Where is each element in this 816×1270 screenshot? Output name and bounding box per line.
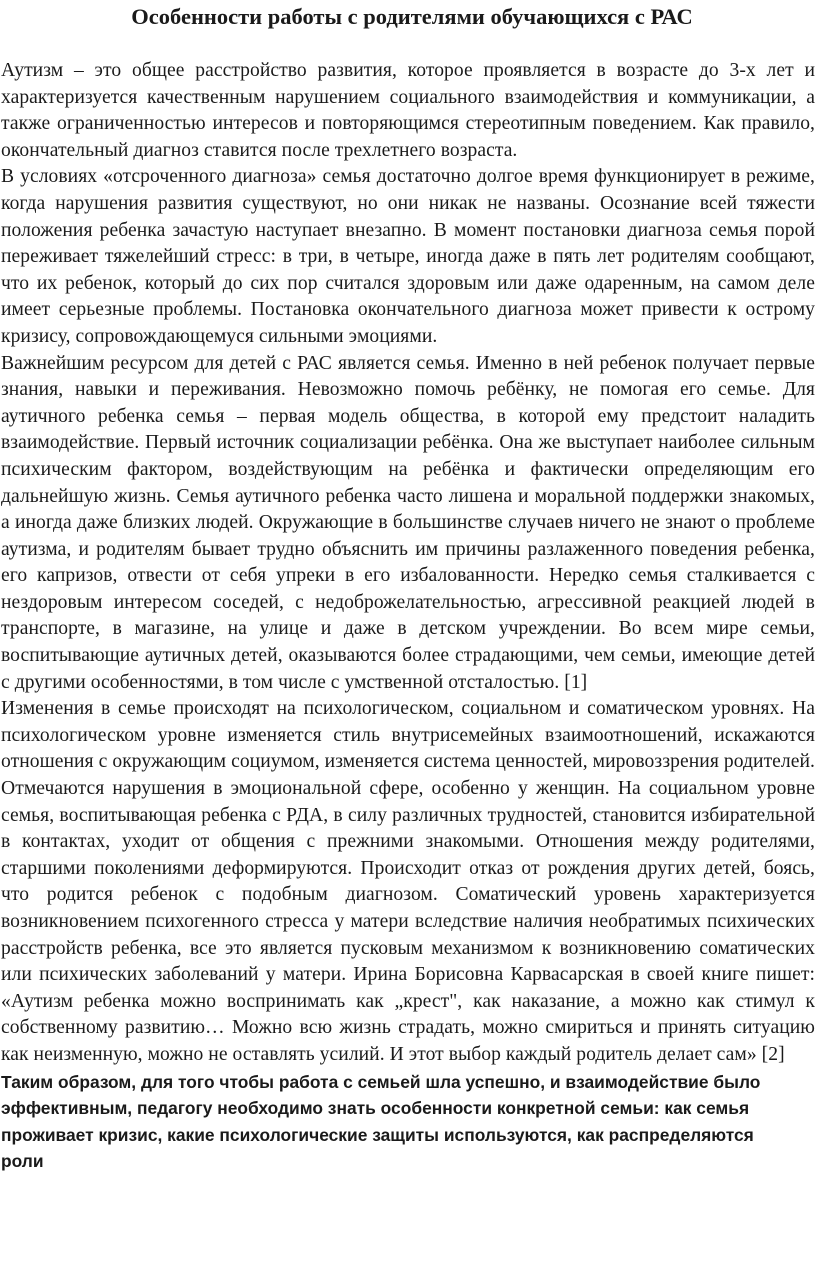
paragraph-delayed-diagnosis: В условиях «отсроченного диагноза» семья достаточно долгое время функционирует в режиме, когда нарушения развития существуют, но они никак не названы. Осознание всей тяжести положения ребенка зачастую наступает внезапно. В момент постановки диагноза семья порой переживает тяжелейший стресс: в три, в четыре, иногда даже в пять лет родителям сообщают, что их ребенок, который до сих пор считался здоровым или даже одаренным, на самом деле имеет серьезные проблемы. Постановка окончательного диагноза может привести к острому кризису, сопровождающемуся сильными эмоциями. [1, 166, 815, 347]
paragraph-family-changes: Изменения в семье происходят на психологическом, социальном и соматическом уровнях. На психологическом уровне изменяется стиль внутрисемейных взаимоотношений, искажаются отношения с окружающим социумом, изменяется система ценностей, мировоззрения родителей. Отмечаются нарушения в эмоциональной сфере, особенно у женщин. На социальном уровне семья, воспитывающая ребенка с РДА, в силу различных трудностей, становится избирательной в контактах, уходит от общения с прежними знакомыми. Отношения между родителями, старшими поколениями деформируются. Происходит отказ от рождения других детей, боясь, что родится ребенок с подобным диагнозом. Соматический уровень характеризуется возникновением психогенного стресса у матери вследствие наличия необратимых психических расстройств ребенка, все это является пусковым механизмом к возникновению соматических или психических заболеваний у матери. Ирина Борисовна Карвасарская в своей книге пишет: «Аутизм ребенка можно воспринимать как „крест", как наказание, а можно как стимул к собственному развитию… Можно всю жизнь страдать, можно смириться и принять ситуацию как неизменную, можно не оставлять усилий. И этот выбор каждый родитель делает сам» [2] [1, 698, 815, 1065]
paragraph-autism-definition: Аутизм – это общее расстройство развития, которое проявляется в возрасте до 3-х лет и характеризуется качественным нарушением социального взаимодействия и коммуникации, а также ограниченностью интересов и повторяющимся стереотипным поведением. Как правило, окончательный диагноз ставится после трехлетнего возраста. [1, 60, 815, 161]
paragraph-conclusion: Таким образом, для того чтобы работа с семьей шла успешно, и взаимодействие было эффективным, педагогу необходимо знать особенности конкретной семьи: как семья проживает кризис, какие психологические защиты используются, как распределяются роли [1, 1071, 761, 1172]
paragraph-family-resource: Важнейшим ресурсом для детей с РАС является семья. Именно в ней ребенок получает первые знания, навыки и переживания. Невозможно помочь ребёнку, не помогая его семье. Для аутичного ребенка семья – первая модель общества, в которой ему предстоит наладить взаимодействие. Первый источник социализации ребёнка. Она же выступает наиболее сильным психическим фактором, воздействующим на ребёнка и фактически определяющим его дальнейшую жизнь. Семья аутичного ребенка часто лишена и моральной поддержки знакомых, а иногда даже близких людей. Окружающие в большинстве случаев ничего не знают о проблеме аутизма, и родителям бывает трудно объяснить им причины разлаженного поведения ребенка, его капризов, отвести от себя упреки в его избалованности. Нередко семья сталкивается с нездоровым интересом соседей, с недоброжелательностью, агрессивной реакцией людей в транспорте, в магазине, на улице и даже в детском учреждении. Во всем мире семьи, воспитывающие аутичных детей, оказываются более страдающими, чем семьи, имеющие детей с другими особенностями, в том числе с умственной отсталостью. [1] [1, 352, 815, 693]
page-title: Особенности работы с родителями обучающихся с РАС [131, 4, 693, 29]
